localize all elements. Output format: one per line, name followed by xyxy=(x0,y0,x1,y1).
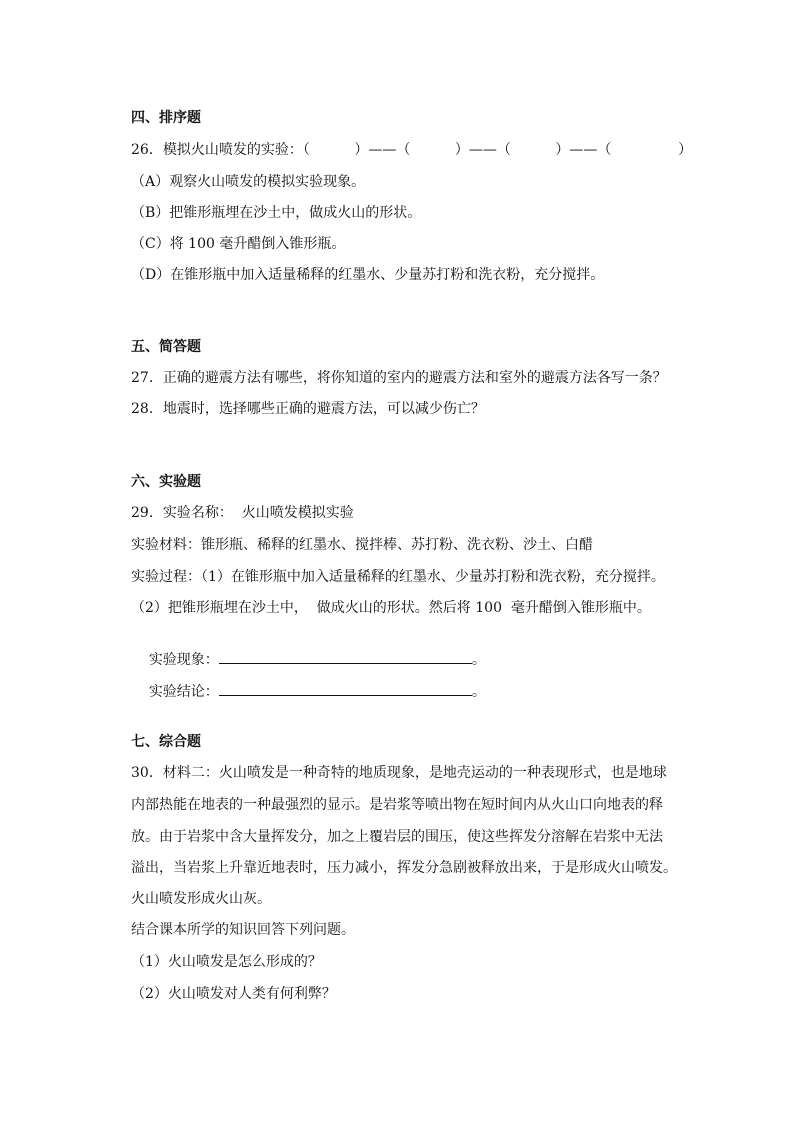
question-28: 28．地震时，选择哪些正确的避震方法，可以减少伤亡？ xyxy=(131,401,485,417)
section-heading-experiment: 六、实验题 xyxy=(131,474,201,490)
question-26: 26．模拟火山喷发的实验：（ ）——（ ）——（ ）——（ ） xyxy=(131,142,693,158)
option-c: （C）将 100 毫升醋倒入锥形瓶。 xyxy=(131,236,346,252)
option-d: （D）在锥形瓶中加入适量稀释的红墨水、少量苏打粉和洗衣粉，充分搅拌。 xyxy=(131,267,605,283)
phenomenon-label: 实验现象： xyxy=(148,652,219,668)
section-heading-short-answer: 五、简答题 xyxy=(131,339,201,355)
phenomenon-period: 。 xyxy=(471,652,486,668)
option-a: （A）观察火山喷发的模拟实验现象。 xyxy=(131,174,366,190)
experiment-process-1: 实验过程：（1）在锥形瓶中加入适量稀释的红墨水、少量苏打粉和洗衣粉，充分搅拌。 xyxy=(131,569,665,585)
conclusion-label: 实验结论： xyxy=(148,684,219,700)
question-30-sub-2: （2）火山喷发对人类有何利弊？ xyxy=(131,986,336,1002)
question-30-instruction: 结合课本所学的知识回答下列问题。 xyxy=(131,922,355,938)
question-30-line-3: 放。由于岩浆中含大量挥发分，加之上覆岩层的围压，使这些挥发分溶解在岩浆中无法 xyxy=(131,829,663,845)
option-b: （B）把锥形瓶埋在沙土中，做成火山的形状。 xyxy=(131,205,422,221)
experiment-conclusion-row xyxy=(131,661,486,722)
question-30-line-2: 内部热能在地表的一种最强烈的显示。是岩浆等喷出物在短时间内从火山口向地表的释 xyxy=(131,797,663,813)
experiment-materials: 实验材料：锥形瓶、稀释的红墨水、搅拌棒、苏打粉、洗衣粉、沙土、白醋 xyxy=(131,537,593,553)
section-heading-sorting: 四、排序题 xyxy=(131,110,201,126)
question-30-line-5: 火山喷发形成火山灰。 xyxy=(131,891,271,907)
question-29: 29．实验名称： 火山喷发模拟实验 xyxy=(131,505,354,521)
experiment-process-2: （2）把锥形瓶埋在沙土中， 做成火山的形状。然后将 100 毫升醋倒入锥形瓶中。 xyxy=(131,600,651,616)
question-30-line-4: 溢出，当岩浆上升靠近地表时，压力减小，挥发分急剧被释放出来，于是形成火山喷发。 xyxy=(131,860,677,876)
question-27: 27．正确的避震方法有哪些，将你知道的室内的避震方法和室外的避震方法各写一条？ xyxy=(131,370,667,386)
conclusion-period: 。 xyxy=(471,684,486,700)
section-heading-comprehensive: 七、综合题 xyxy=(131,734,201,750)
question-30-line-1: 30．材料二：火山喷发是一种奇特的地质现象，是地壳运动的一种表现形式，也是地球 xyxy=(131,765,667,781)
conclusion-answer-blank[interactable] xyxy=(219,681,472,696)
question-30-sub-1: （1）火山喷发是怎么形成的？ xyxy=(131,954,322,970)
